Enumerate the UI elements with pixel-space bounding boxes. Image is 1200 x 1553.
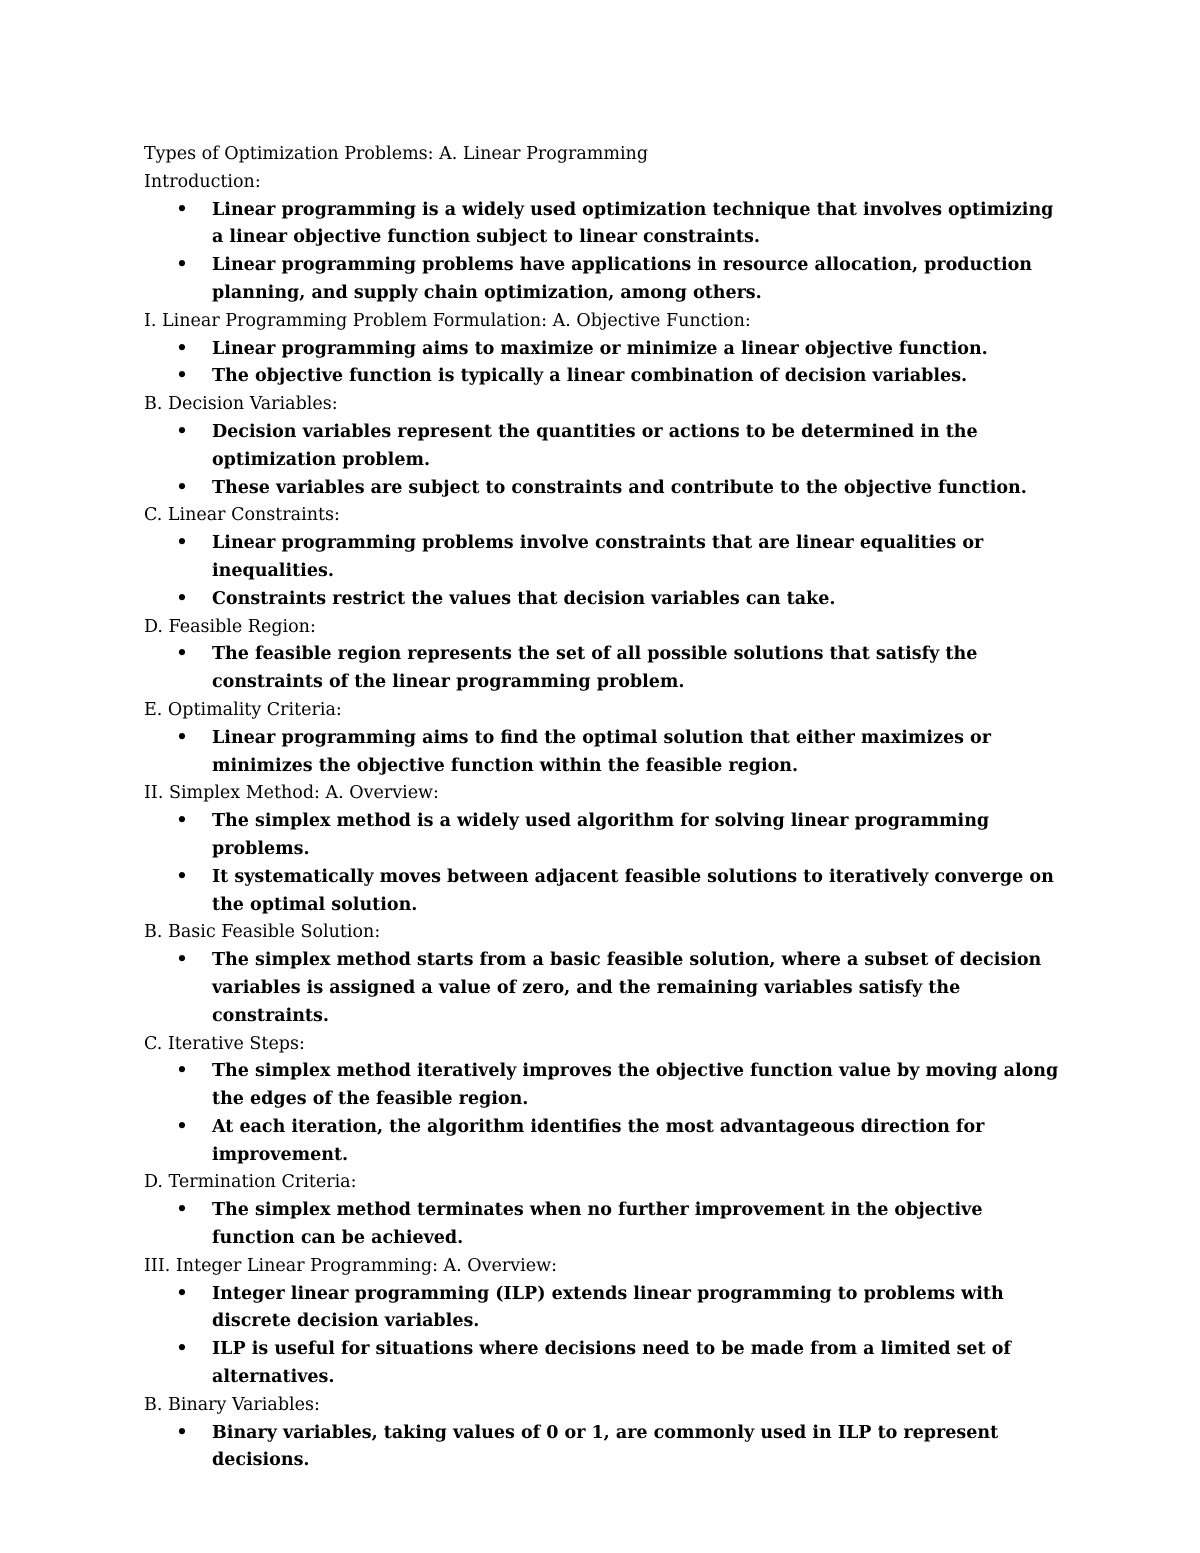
bullet-item [144,363,1064,391]
document-body [144,141,1064,1475]
section-block [144,614,1064,697]
bullet-list [144,1281,1064,1392]
bullet-item [144,947,1064,1030]
bullet-icon [172,419,192,447]
section-heading: B. Basic Feasible Solution: [144,922,381,943]
section-block [144,1169,1064,1252]
bullet-item [144,252,1064,308]
section-block [144,697,1064,780]
bullet-text: The simplex method is a widely used algorithm for solving linear programming problems. [212,811,990,859]
bullet-item [144,475,1064,503]
bullet-list [144,947,1064,1030]
section-heading: B. Decision Variables: [144,394,338,415]
bullet-list [144,1197,1064,1253]
bullet-list [144,336,1064,392]
bullet-item [144,808,1064,864]
bullet-text: Linear programming is a widely used optimization technique that involves optimizing a linear objective function subject to linear constraints. [212,199,1054,248]
bullet-text: ILP is useful for situations where decisions need to be made from a limited set of alternatives. [212,1339,1011,1388]
bullet-list [144,1058,1064,1169]
bullet-list [144,808,1064,919]
section-heading: II. Simplex Method: A. Overview: [144,783,439,804]
bullet-text: Decision variables represent the quantities or actions to be determined in the optimization problem. [212,421,978,470]
bullet-icon [172,1281,192,1309]
bullet-text: Constraints restrict the values that decision variables can take. [212,588,836,609]
bullet-icon [172,1336,192,1364]
bullet-icon [172,586,192,614]
section-heading: I. Linear Programming Problem Formulation: A. Objective Function: [144,310,751,331]
bullet-item [144,197,1064,253]
bullet-list [144,530,1064,613]
bullet-icon [172,641,192,669]
section-block [144,502,1064,613]
section-heading: D. Termination Criteria: [144,1172,357,1193]
section-heading: C. Linear Constraints: [144,505,340,526]
bullet-text: The simplex method starts from a basic feasible solution, where a subset of decision variables is assigned a value of zero, and the remaining variables satisfy the constraints. [212,950,1042,1026]
bullet-text: Linear programming aims to find the optimal solution that either maximizes or minimizes the objective function within the feasible region. [212,727,991,776]
section-block [144,1253,1064,1392]
bullet-item [144,530,1064,586]
bullet-icon [172,808,192,836]
section-block [144,141,1064,169]
section-heading: Introduction: [144,171,261,192]
section-block [144,919,1064,1030]
section-heading: III. Integer Linear Programming: A. Overview: [144,1255,557,1276]
bullet-item [144,641,1064,697]
bullet-list [144,197,1064,308]
section-heading: D. Feasible Region: [144,616,316,637]
bullet-item [144,1281,1064,1337]
section-block [144,169,1064,308]
bullet-icon [172,864,192,892]
bullet-item [144,1114,1064,1170]
bullet-text: It systematically moves between adjacent feasible solutions to iteratively converge on the optimal solution. [212,866,1054,915]
bullet-text: The objective function is typically a linear combination of decision variables. [212,366,968,387]
bullet-list [144,1420,1064,1476]
bullet-item [144,1058,1064,1114]
section-block [144,1392,1064,1475]
section-block [144,391,1064,502]
section-heading: B. Binary Variables: [144,1394,320,1415]
bullet-item [144,419,1064,475]
bullet-item [144,725,1064,781]
bullet-icon [172,363,192,391]
section-block [144,780,1064,919]
bullet-item [144,1197,1064,1253]
bullet-text: The simplex method iteratively improves the objective function value by moving along the edges of the feasible region. [212,1061,1059,1110]
bullet-icon [172,947,192,975]
bullet-text: The feasible region represents the set of all possible solutions that satisfy the constraints of the linear programming problem. [212,644,978,693]
bullet-text: At each iteration, the algorithm identifies the most advantageous direction for improvement. [212,1116,985,1165]
section-heading: C. Iterative Steps: [144,1033,305,1054]
bullet-list [144,641,1064,697]
section-heading: E. Optimality Criteria: [144,699,342,720]
bullet-icon [172,1197,192,1225]
bullet-item [144,1420,1064,1476]
bullet-icon [172,475,192,503]
bullet-text: The simplex method terminates when no further improvement in the objective function can be achieved. [212,1200,983,1249]
bullet-text: Linear programming aims to maximize or minimize a linear objective function. [212,338,988,359]
bullet-item [144,864,1064,920]
bullet-icon [172,1420,192,1448]
bullet-item [144,586,1064,614]
section-block [144,1031,1064,1170]
bullet-text: Binary variables, taking values of 0 or 1, are commonly used in ILP to represent decisions. [212,1422,999,1471]
bullet-icon [172,252,192,280]
bullet-text: These variables are subject to constraints and contribute to the objective function. [212,477,1027,498]
section-block [144,308,1064,391]
bullet-icon [172,1058,192,1086]
bullet-item [144,336,1064,364]
document-title: Types of Optimization Problems: A. Linear Programming [144,144,649,164]
bullet-text: Integer linear programming (ILP) extends linear programming to problems with discrete decision variables. [212,1283,1004,1332]
bullet-text: Linear programming problems have applications in resource allocation, production planning, and supply chain optimization, among others. [212,255,1033,303]
bullet-icon [172,530,192,558]
bullet-list [144,725,1064,781]
bullet-text: Linear programming problems involve constraints that are linear equalities or inequalities. [212,533,984,581]
bullet-icon [172,725,192,753]
bullet-list [144,419,1064,502]
bullet-icon [172,197,192,225]
bullet-icon [172,1114,192,1142]
bullet-icon [172,336,192,364]
bullet-item [144,1336,1064,1392]
